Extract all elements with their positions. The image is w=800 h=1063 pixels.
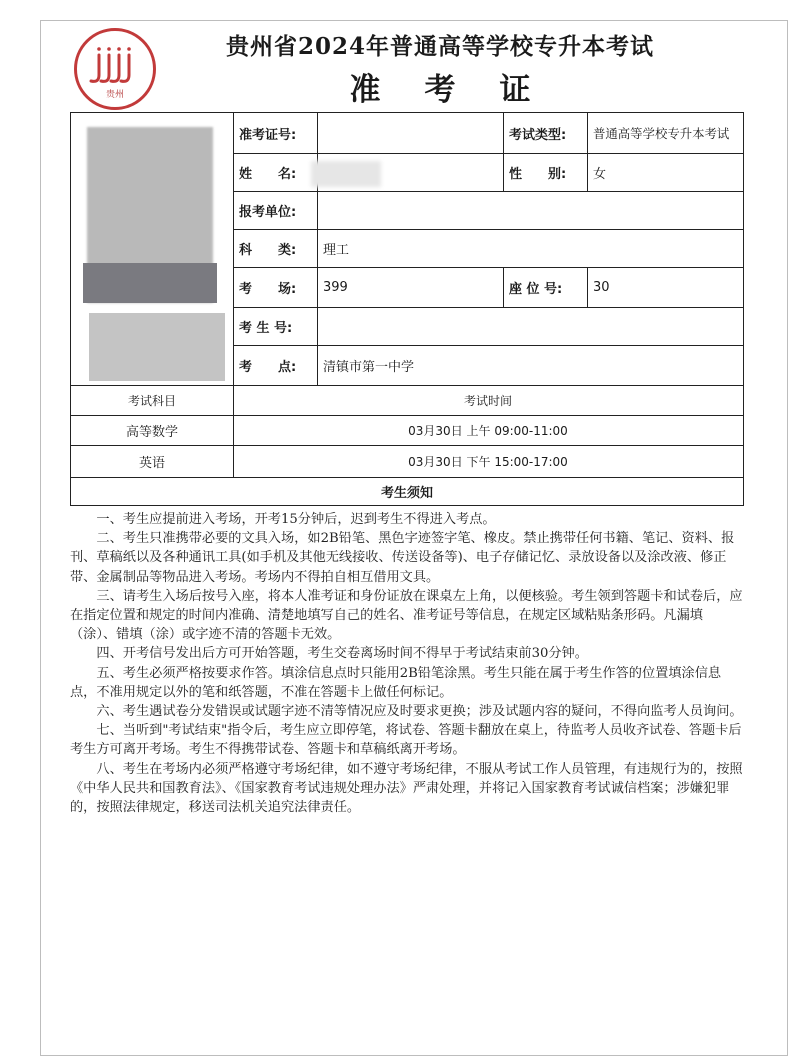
schedule-time: 03月30日 上午 09:00-11:00 [408, 423, 568, 438]
exam-site-label: 考 点: [239, 359, 297, 375]
ticket-number-value [317, 113, 503, 153]
ticket-number-label: 准考证号: [239, 127, 297, 143]
redacted-barcode [89, 313, 225, 381]
logo-text: 贵州 [105, 90, 124, 100]
unit-value [317, 191, 743, 229]
schedule-subject: 高等数学 [125, 424, 178, 440]
unit-label: 报考单位: [239, 204, 297, 220]
seat-label: 座 位 号: [509, 281, 563, 297]
exam-type-value: 普通高等学校专升本考试 [593, 126, 730, 141]
room-label: 考 场: [239, 281, 297, 297]
room-value: 399 [323, 279, 348, 295]
exam-site-value: 清镇市第一中学 [323, 359, 415, 375]
gender-label: 性 别: [509, 166, 567, 182]
organization-title: 贵州省2024年普通高等学校专升本考试 [225, 33, 654, 60]
exam-logo-seal [74, 28, 156, 110]
notice-title: 考生须知 [380, 485, 433, 501]
subject-type-label: 科 类: [239, 242, 297, 258]
candidate-photo-clothing [83, 263, 217, 303]
schedule-header-time: 考试时间 [463, 393, 512, 408]
candidate-number-value [317, 307, 743, 345]
schedule-subject: 英语 [138, 455, 165, 471]
notice-item: 八、考生在考场内必须严格遵守考场纪律，如不遵守考场纪律，不服从考试工作人员管理，有违规行为的，按照《中华人民共和国教育法》、《国家教育考试违规处理办法》严肃处理，并将记入国家教育考试诚信档案；涉嫌犯罪的，按照法律规定，移送司法机关追究法律责任。 [70, 761, 743, 816]
notice-item: 四、开考信号发出后方可开始答题，考生交卷离场时间不得早于考试结束前30分钟。 [96, 646, 588, 662]
candidate-notice [70, 510, 744, 817]
gender-value: 女 [593, 166, 607, 182]
seat-value: 30 [593, 279, 610, 295]
schedule-header-subject: 考试科目 [127, 393, 176, 408]
document-title: 准考证 [349, 72, 575, 108]
subject-type-value: 理工 [323, 242, 350, 258]
exam-type-label: 考试类型: [509, 127, 567, 143]
notice-item: 七、当听到"考试结束"指令后，考生应立即停笔，将试卷、答题卡翻放在桌上，待监考人员收齐试卷、答题卡后考生方可离开考场。考生不得携带试卷、答题卡和草稿纸离开考场。 [70, 723, 742, 758]
candidate-number-label: 考 生 号: [239, 320, 293, 336]
admission-ticket-table [70, 112, 744, 506]
name-label: 姓 名: [239, 166, 297, 182]
notice-item: 六、考生遇试卷分发错误或试题字迹不清等情况应及时要求更换；涉及试题内容的疑问，不得向监考人员询问。 [96, 704, 743, 720]
notice-item: 二、考生只准携带必要的文具入场，如2B铅笔、黑色字迹签字笔、橡皮。禁止携带任何书籍、笔记、资料、报刊、草稿纸以及各种通讯工具(如手机及其他无线接收、传送设备等)、电子存储记忆、录放设备以及涂改液、修正带、金属制品等物品进入考场。考场内不得拍自相互借用文具。 [70, 531, 735, 585]
schedule-time: 03月30日 下午 15:00-17:00 [408, 454, 568, 469]
notice-item: 五、考生必须严格按要求作答。填涂信息点时只能用2B铅笔涂黑。考生只能在属于考生作答的位置填涂信息点，不准用规定以外的笔和纸答题，不准在答题卡上做任何标记。 [70, 665, 722, 700]
name-value [317, 153, 503, 191]
notice-item: 三、请考生入场后按号入座，将本人准考证和身份证放在课桌左上角，以便核验。考生领到答题卡和试卷后，应在指定位置和规定的时间内准确、清楚地填写自己的姓名、准考证号等信息，在规定区域粘贴条形码。凡漏填（涂）、错填（涂）或字迹不清的答题卡无效。 [70, 588, 743, 643]
notice-item: 一、考生应提前进入考场，开考15分钟后，迟到考生不得进入考点。 [96, 512, 496, 527]
